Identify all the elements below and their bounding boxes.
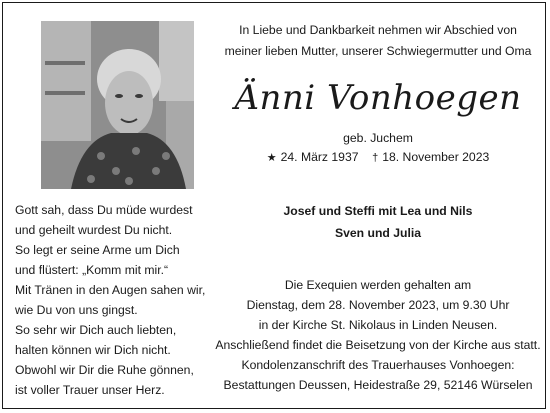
poem-line: und geheilt wurdest Du nicht.: [15, 223, 173, 237]
intro-line: In Liebe und Dankbarkeit nehmen wir Abschied von: [239, 23, 517, 37]
service-info: [208, 275, 548, 395]
poem-line: Obwohl wir Dir die Ruhe gönnen,: [15, 363, 194, 377]
service-line: Dienstag, dem 28. November 2023, um 9.30 Uhr: [246, 298, 510, 312]
intro-line: meiner lieben Mutter, unserer Schwiegermutter und Oma: [224, 44, 532, 58]
service-line: Kondolenzanschrift des Trauerhauses Vonhoegen:: [241, 358, 515, 372]
poem-line: Gott sah, dass Du müde wurdest: [15, 203, 193, 217]
birth-name: geb. Juchem: [343, 131, 413, 145]
family-names: [210, 200, 546, 244]
intro-text: [210, 20, 546, 62]
death-symbol: †: [372, 152, 379, 164]
death-date: 18. November 2023: [382, 150, 490, 164]
poem-line: ist voller Trauer unser Herz.: [15, 383, 165, 397]
birth-date: 24. März 1937: [280, 150, 359, 164]
poem: [15, 200, 215, 400]
poem-line: So sehr wir Dich auch liebten,: [15, 323, 177, 337]
birth-symbol: ★: [266, 152, 277, 164]
service-line: Die Exequien werden gehalten am: [284, 278, 472, 292]
portrait-photo: [41, 21, 194, 189]
life-dates: [210, 148, 546, 167]
service-line: Bestattungen Deussen, Heidestraße 29, 52146 Würselen: [223, 378, 533, 392]
poem-line: halten können wir Dich nicht.: [15, 343, 171, 357]
family-line: Josef und Steffi mit Lea und Nils: [283, 204, 473, 218]
poem-line: Mit Tränen in den Augen sahen wir,: [15, 283, 206, 297]
poem-line: und flüstert: „Komm mit mir.“: [15, 263, 169, 277]
service-line: in der Kirche St. Nikolaus in Linden Neusen.: [258, 318, 498, 332]
family-line: Sven und Julia: [334, 226, 421, 240]
poem-line: wie Du von uns gingst.: [15, 303, 138, 317]
poem-line: So legt er seine Arme um Dich: [15, 243, 180, 257]
service-line: Anschließend findet die Beisetzung von der Kirche aus statt.: [215, 338, 541, 352]
deceased-name: Änni Vonhoegen: [234, 78, 522, 118]
